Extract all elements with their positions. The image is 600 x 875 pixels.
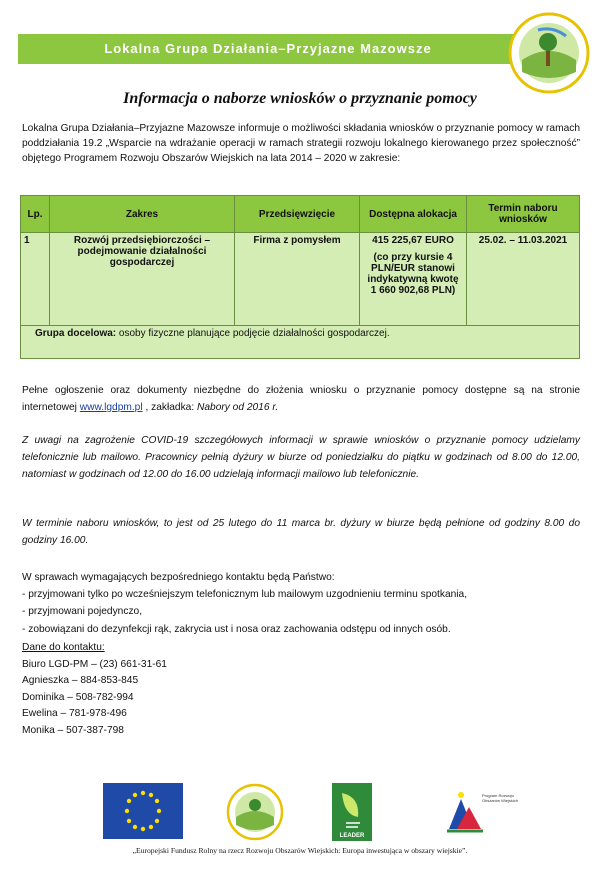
direct-contact-intro: W sprawach wymagających bezpośredniego kontaktu będą Państwo: (22, 572, 335, 583)
contact-item: Monika – 507-387-798 (22, 724, 124, 736)
cell-zakres: Rozwój przedsiębiorczości – podejmowanie działalności gospodarczej (50, 233, 235, 326)
header-termin: Termin naboru wniosków (467, 196, 580, 233)
duty-paragraph: W terminie naboru wniosków, to jest od 25 lutego do 11 marca br. dyżury w biurze będą pełnione od godziny 8.00 do godziny 16.00. (22, 518, 580, 546)
table-row (21, 326, 580, 359)
footer-logos (0, 783, 600, 843)
prow-label: Program Rozwoju Obszarów Wiejskich (482, 793, 519, 803)
cell-przedsiewziecie: Firma z pomysłem (235, 233, 360, 326)
tab-name: Nabory od 2016 r. (197, 402, 279, 413)
alokacja-note: (co przy kursie 4 PLN/EUR stanowi indykatywną kwotę (367, 252, 459, 285)
list-item: - przyjmowani tylko po wcześniejszym telefonicznym lub mailowym uzgodnieniu terminu spotkania, (22, 589, 468, 601)
contacts-section (22, 640, 580, 740)
contact-item: Dominika – 508-782-994 (22, 691, 134, 703)
lgd-logo-icon (508, 12, 590, 94)
alokacja-euro: 415 225,67 EURO (372, 235, 454, 246)
cell-alokacja (360, 233, 467, 326)
table-header-row (21, 196, 580, 233)
prow-logo-icon (443, 783, 501, 841)
announcement-text-2: , zakładka: (142, 402, 197, 413)
announcement-paragraph (22, 382, 580, 416)
cell-target-group (21, 326, 580, 359)
list-item: - zobowiązani do dezynfekcji rąk, zakrycia ust i nosa oraz zachowania odstępu od innych osób. (22, 623, 451, 635)
leader-logo-icon (332, 783, 372, 841)
call-table (20, 195, 580, 359)
header-przedsiewziecie: Przedsięwzięcie (235, 196, 360, 233)
header-lp: Lp. (21, 196, 50, 233)
contact-item: Ewelina – 781-978-496 (22, 708, 127, 720)
contacts-heading: Dane do kontaktu: (22, 642, 105, 653)
header-alokacja: Dostępna alokacja (360, 196, 467, 233)
eu-flag-icon (103, 783, 183, 839)
page-title: Informacja o naborze wniosków o przyznanie pomocy (123, 90, 477, 107)
website-link[interactable]: www.lgdpm.pl (79, 402, 143, 413)
footer-caption: „Europejski Fundusz Rolny na rzecz Rozwoju Obszarów Wiejskich: Europa inwestująca w obszary wiejskie”. (132, 846, 468, 855)
cell-termin: 25.02. – 11.03.2021 (467, 233, 580, 326)
contact-item: Biuro LGD-PM – (23) 661-31-61 (22, 658, 167, 670)
leader-label: LEADER (339, 833, 365, 839)
lgd-round-logo-icon (226, 783, 284, 841)
alokacja-pln: 1 660 902,68 PLN) (370, 285, 456, 296)
intro-paragraph: Lokalna Grupa Działania–Przyjazne Mazowsze informuje o możliwości składania wniosków o przyznanie pomocy w ramach poddziałania 19.2 „Wsparcie na wdrażanie operacji w ramach strategii rozwoju lokalnego kierowanego przez społeczność” objętego Programem Rozwoju Obszarów Wiejskich na lata 2014 – 2020 w zakresie: (22, 123, 580, 164)
target-text: osoby fizyczne planujące podjęcie działalności gospodarczej. (116, 328, 390, 339)
covid-paragraph: Z uwagi na zagrożenie COVID-19 szczegółowych informacji w sprawie wniosków o przyznanie pomocy udzielamy telefonicznie lub mailowo. Pracownicy pełnią dyżury w biurze od poniedziałku do piątku w godzinach od 8.00 do 12.00, natomiast w godzinach od 12.00 do 16.00 udzielają informacji mailowo lub telefonicznie. (22, 435, 580, 480)
contact-item: Agnieszka – 884-853-845 (22, 675, 139, 687)
announcement-text: Pełne ogłoszenie oraz dokumenty niezbędne do złożenia wniosku o przyznanie pomocy dostępne są na stronie internetowej (22, 385, 580, 413)
table-row (21, 233, 580, 326)
list-item: - przyjmowani pojedynczo, (22, 606, 143, 618)
header-banner: Lokalna Grupa Działania–Przyjazne Mazowsze (18, 34, 518, 64)
direct-contact-section (22, 569, 580, 638)
header-zakres: Zakres (50, 196, 235, 233)
target-label: Grupa docelowa: (35, 328, 117, 339)
cell-lp: 1 (21, 233, 50, 326)
